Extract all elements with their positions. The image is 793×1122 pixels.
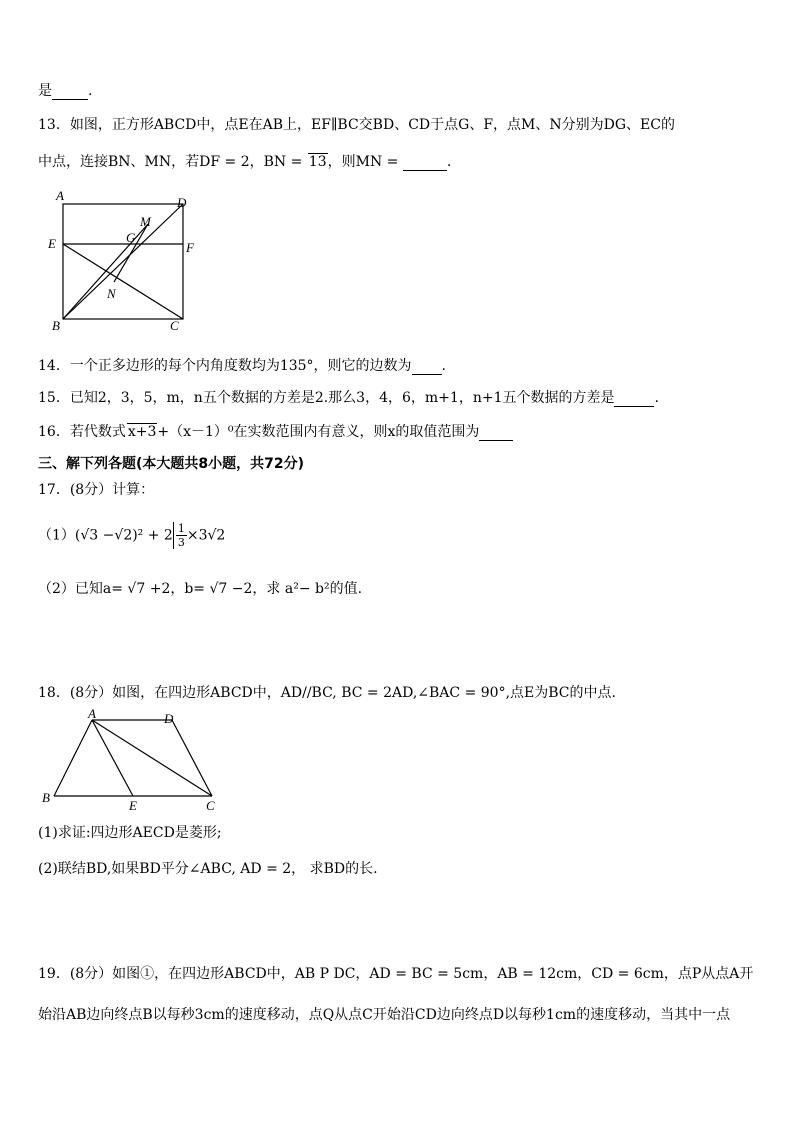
sqrt-one-third xyxy=(173,522,187,549)
q13-text-b: ，则MN = xyxy=(327,154,403,170)
label-D: D xyxy=(164,711,174,726)
answer-blank xyxy=(403,156,447,171)
q17-title: 17．(8分）计算： xyxy=(38,482,155,498)
q16-text-a: 16．若代数式 xyxy=(38,424,126,440)
q17-p1-expr-a: (√3 −√2)² + 2 xyxy=(74,527,173,544)
label-A: A xyxy=(88,708,96,721)
q12-tail xyxy=(38,80,92,100)
q17-p1-label: （1） xyxy=(38,527,75,544)
q17-part1 xyxy=(38,522,225,549)
answer-blank xyxy=(412,360,442,375)
q16 xyxy=(38,421,513,441)
answer-blank xyxy=(52,85,88,100)
label-C: C xyxy=(170,318,179,333)
q13-text-a: 中点，连接BN、MN，若DF = 2，BN = xyxy=(38,154,307,170)
q19-line1: 19．(8分）如图①，在四边形ABCD中，AB P DC，AD = BC = 5cm，AB = 12cm，CD = 6cm，点P从点A开 xyxy=(38,966,754,982)
q15 xyxy=(38,387,659,407)
q18-part2: (2)联结BD,如果BD平分∠ABC, AD = 2， 求BD的长. xyxy=(38,861,378,877)
label-B: B xyxy=(42,790,50,805)
q19-line2: 始沿AB边向终点B以每秒3cm的速度移动，点Q从点C开始沿CD边向终点D以每秒1cm的速度移动，当其中一点 xyxy=(38,1007,731,1023)
q13-line1: 13．如图，正方形ABCD中，点E在AB上，EF∥BC交BD、CD于点G、F，点M、N分别为DG、EC的 xyxy=(38,117,675,133)
q12-text: 是 xyxy=(38,83,52,99)
q16-text-b: +（x－1）⁰在实数范围内有意义，则x的取值范围为 xyxy=(157,424,480,440)
sqrt-x-plus-3: x+3 xyxy=(127,424,157,440)
q13-line2 xyxy=(38,151,451,171)
figure-q13-square xyxy=(40,186,200,336)
label-G: G xyxy=(126,230,136,245)
q18-part1: (1)求证:四边形AECD是菱形; xyxy=(38,825,222,841)
q17-p1-expr-b: ×3√2 xyxy=(186,527,226,544)
label-D: D xyxy=(177,195,187,210)
label-A: A xyxy=(56,188,64,203)
label-E: E xyxy=(129,798,137,813)
label-B: B xyxy=(52,318,60,333)
q14-text: 14．一个正多边形的每个内角度数均为135°，则它的边数为 xyxy=(38,358,412,374)
q18-title: 18．(8分）如图，在四边形ABCD中，AD//BC, BC = 2AD,∠BAC = 90°,点E为BC的中点. xyxy=(38,685,616,701)
label-F: F xyxy=(186,240,194,255)
answer-blank xyxy=(479,426,513,441)
frac-num: 1 xyxy=(177,522,185,535)
q17-part2: （2）已知a= √7 +2，b= √7 −2，求 a²− b²的值. xyxy=(38,581,363,597)
label-C: C xyxy=(206,798,215,813)
label-E: E xyxy=(48,236,56,251)
label-N: N xyxy=(107,286,116,301)
q12-end: . xyxy=(88,83,93,99)
q14-end: . xyxy=(441,358,446,374)
label-M: M xyxy=(140,214,151,229)
figure-q18-quadrilateral xyxy=(36,708,226,816)
frac-den: 3 xyxy=(177,536,185,549)
q14 xyxy=(38,355,446,375)
q15-end: . xyxy=(654,390,659,406)
answer-blank xyxy=(614,392,654,407)
q13-end: . xyxy=(446,154,452,170)
q15-text: 15．已知2，3，5，m，n五个数据的方差是2.那么3，4，6，m+1，n+1五个数据的方差是 xyxy=(38,390,615,406)
sqrt-13: 13 xyxy=(308,154,327,170)
section-3-heading: 三、解下列各题(本大题共8小题，共72分) xyxy=(38,456,305,472)
